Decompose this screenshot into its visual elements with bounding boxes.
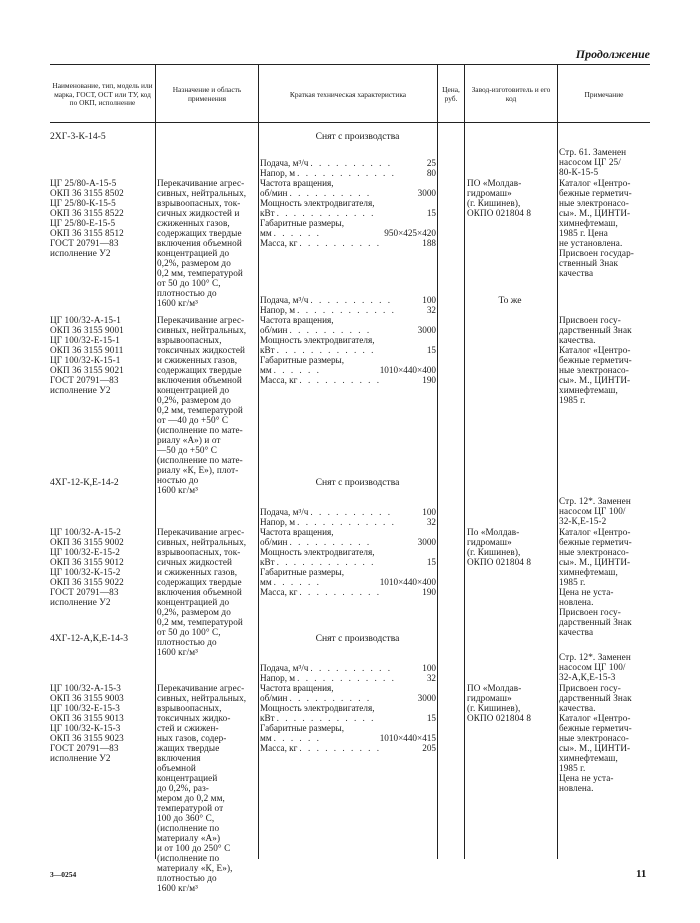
discontinued-note: Снят с производства xyxy=(315,633,400,644)
note-text: Каталог «Центро- бежные герметич- ные электронасо- сы». М., ЦИНТИ- химнефтемаш, 1985 г. Цена не уста- новлена. Присвоен госу- дарственный Знак качества xyxy=(559,527,632,637)
header-specs: Краткая техническая характеристика xyxy=(289,89,407,99)
maker-text: По «Молдав- гидромаш» (г. Кишинев), ОКПО 021804 8 xyxy=(467,527,532,567)
header-note: Примечание xyxy=(584,89,624,99)
model-names: ЦГ 100/32-А-15-3 ОКП 36 3155 9003 ЦГ 100/32-Е-15-3 ОКП 36 3155 9013 ЦГ 100/32-К-15-3 ОКП 36 3155 9023 ГОСТ 20791—83 исполнение У2 xyxy=(50,683,124,763)
spec-block: Подача, м³/ч . . . . . . . . . . 100 Напор, м . . . . . . . . . . . . 32 Частота вращения, об/мин . . . . . . . . . . 3000 Мощность электродвигателя, кВт . . . . . . . . . . . . 15 Габаритные размеры, мм . . . . . . 1010×440×400 Масса, кг . . . . . . . . . . 190 xyxy=(260,295,436,385)
discontinued-note: Снят с производства xyxy=(315,131,400,142)
spec-block: Подача, м³/ч . . . . . . . . . . 100 Напор, м . . . . . . . . . . . . 32 Частота вращения, об/мин . . . . . . . . . . 3000 Мощность электродвигателя, кВт . . . . . . . . . . . . 15 Габаритные размеры, мм . . . . . . 1010×440×415 Масса, кг . . . . . . . . . . 205 xyxy=(260,663,436,753)
purpose-text: Перекачивание агрес- сивных, нейтральных, взрывоопасных, ток- сичных жидкостей и сжиженных газов, содержащих твердые включения объемной концентрацией до 0,2%, размером до 0,2 мм, температурой от 50 до 100° С, плотностью до 1600 кг/м³ xyxy=(157,178,247,308)
purpose-text: Перекачивание агрес- сивных, нейтральных, взрывоопасных, токсичных жидко- стей и сжижен- ных газов, содер- жащих твердые включения объемной концентрацией до 0,2%, раз- мером до 0,2 мм, температурой от 100 до 360° С, (исполнение по материалу «А») и от 100 до 250° С (исполнение по материалу «К, Е»), плотностью до 1600 кг/м³ xyxy=(157,683,247,893)
print-code: 3—0254 xyxy=(50,870,77,879)
header-maker: Завод-изготовитель и его код xyxy=(471,85,551,103)
column-divider-2 xyxy=(258,64,259,859)
header-purpose: Назначение и область применения xyxy=(172,85,242,103)
note-top: Стр. 12*. Заменен насосом ЦГ 100/ 32-А,К,Е-15-3 xyxy=(559,652,631,682)
table-top-rule xyxy=(50,64,650,65)
model-names: ЦГ 100/32-А-15-1 ОКП 36 3155 9001 ЦГ 100/32-Е-15-1 ОКП 36 3155 9011 ЦГ 100/32-К-15-1 ОКП 36 3155 9021 ГОСТ 20791—83 исполнение У2 xyxy=(50,315,124,395)
column-divider-4 xyxy=(464,64,465,859)
column-divider-1 xyxy=(155,64,156,859)
purpose-text: Перекачивание агрес- сивных, нейтральных, взрывоопасных, ток- сичных жидкостей и сжиженных газов, содержащих твердые включения объемной концентрацией до 0,2%, размером до 0,2 мм, температурой от 50 до 100° С, плотностью до 1600 кг/м³ xyxy=(157,527,247,657)
note-text: Каталог «Центро- бежные герметич- ные электронасо- сы». М., ЦИНТИ- химнефтемаш, 1985 г. Цена не установлена. Присвоен государ- ственный Знак качества xyxy=(559,178,634,278)
old-model: 4ХГ-12-А,К,Е-14-3 xyxy=(50,633,129,644)
maker-text: ПО «Молдав- гидромаш» (г. Кишинев), ОКПО 021804 8 xyxy=(467,683,532,723)
discontinued-note: Снят с производства xyxy=(315,477,400,488)
continuation-label: Продолжение xyxy=(575,47,650,61)
page-number: 11 xyxy=(636,868,647,880)
header-price: Цена, руб. xyxy=(442,85,460,103)
spec-block: Подача, м³/ч . . . . . . . . . . 100 Напор, м . . . . . . . . . . . . 32 Частота вращения, об/мин . . . . . . . . . . 3000 Мощность электродвигателя, кВт . . . . . . . . . . . . 15 Габаритные размеры, мм . . . . . . 1010×440×400 Масса, кг . . . . . . . . . . 190 xyxy=(260,507,436,597)
note-top: Стр. 61. Заменен насосом ЦГ 25/ 80-К-15-5 xyxy=(559,147,627,177)
maker-text: ПО «Молдав- гидромаш» (г. Кишинев), ОКПО 021804 8 xyxy=(467,178,532,218)
column-divider-5 xyxy=(557,64,558,859)
header-bottom-rule xyxy=(50,122,650,123)
spec-block: Подача, м³/ч . . . . . . . . . . 25 Напор, м . . . . . . . . . . . . 80 Частота вращения, об/мин . . . . . . . . . . 3000 Мощность электродвигателя, кВт . . . . . . . . . . . . 15 Габаритные размеры, мм . . . . . . 950×425×420 Масса, кг . . . . . . . . . . 188 xyxy=(260,158,436,248)
header-name: Наименование, тип, модель или марка, ГОСТ, ОСТ или ТУ, код по ОКП, исполнение xyxy=(52,81,153,108)
model-names: ЦГ 25/80-А-15-5 ОКП 36 3155 8502 ЦГ 25/80-К-15-5 ОКП 36 3155 8522 ЦГ 25/80-Е-15-5 ОКП 36 3155 8512 ГОСТ 20791—83 исполнение У2 xyxy=(50,178,124,258)
note-top: Стр. 12*. Заменен насосом ЦГ 100/ 32-К,Е-15-2 xyxy=(559,496,631,526)
note-text: Присвоен госу- дарственный Знак качества. Каталог «Центро- бежные герметич- ные электронасо- сы». М., ЦИНТИ- химнефтемаш, 1985 г. xyxy=(559,315,632,405)
purpose-text: Перекачивание агрес- сивных, нейтральных, взрывоопасных, токсичных жидкостей и сжиженных газов, содержащих твердые включения объемной концентрацией до 0,2%, размером до 0,2 мм, температурой от —40 до +50° С (исполнение по мате- риалу «А») и от —50 до +50° С (исполнение по мате- риалу «К, Е»), плот- ностью до 1600 кг/м³ xyxy=(157,315,247,495)
note-text: Присвоен госу- дарственный Знак качества. Каталог «Центро- бежные герметич- ные электронасо- сы». М., ЦИНТИ- химнефтемаш, 1985 г. Цена не уста- новлена. xyxy=(559,683,632,793)
model-names: ЦГ 100/32-А-15-2 ОКП 36 3155 9002 ЦГ 100/32-Е-15-2 ОКП 36 3155 9012 ЦГ 100/32-К-15-2 ОКП 36 3155 9022 ГОСТ 20791—83 исполнение У2 xyxy=(50,527,124,607)
old-model: 2ХГ-3-К-14-5 xyxy=(50,131,106,142)
same-maker-note: То же xyxy=(498,295,522,306)
column-divider-3 xyxy=(437,64,438,859)
old-model: 4ХГ-12-К,Е-14-2 xyxy=(50,477,119,488)
